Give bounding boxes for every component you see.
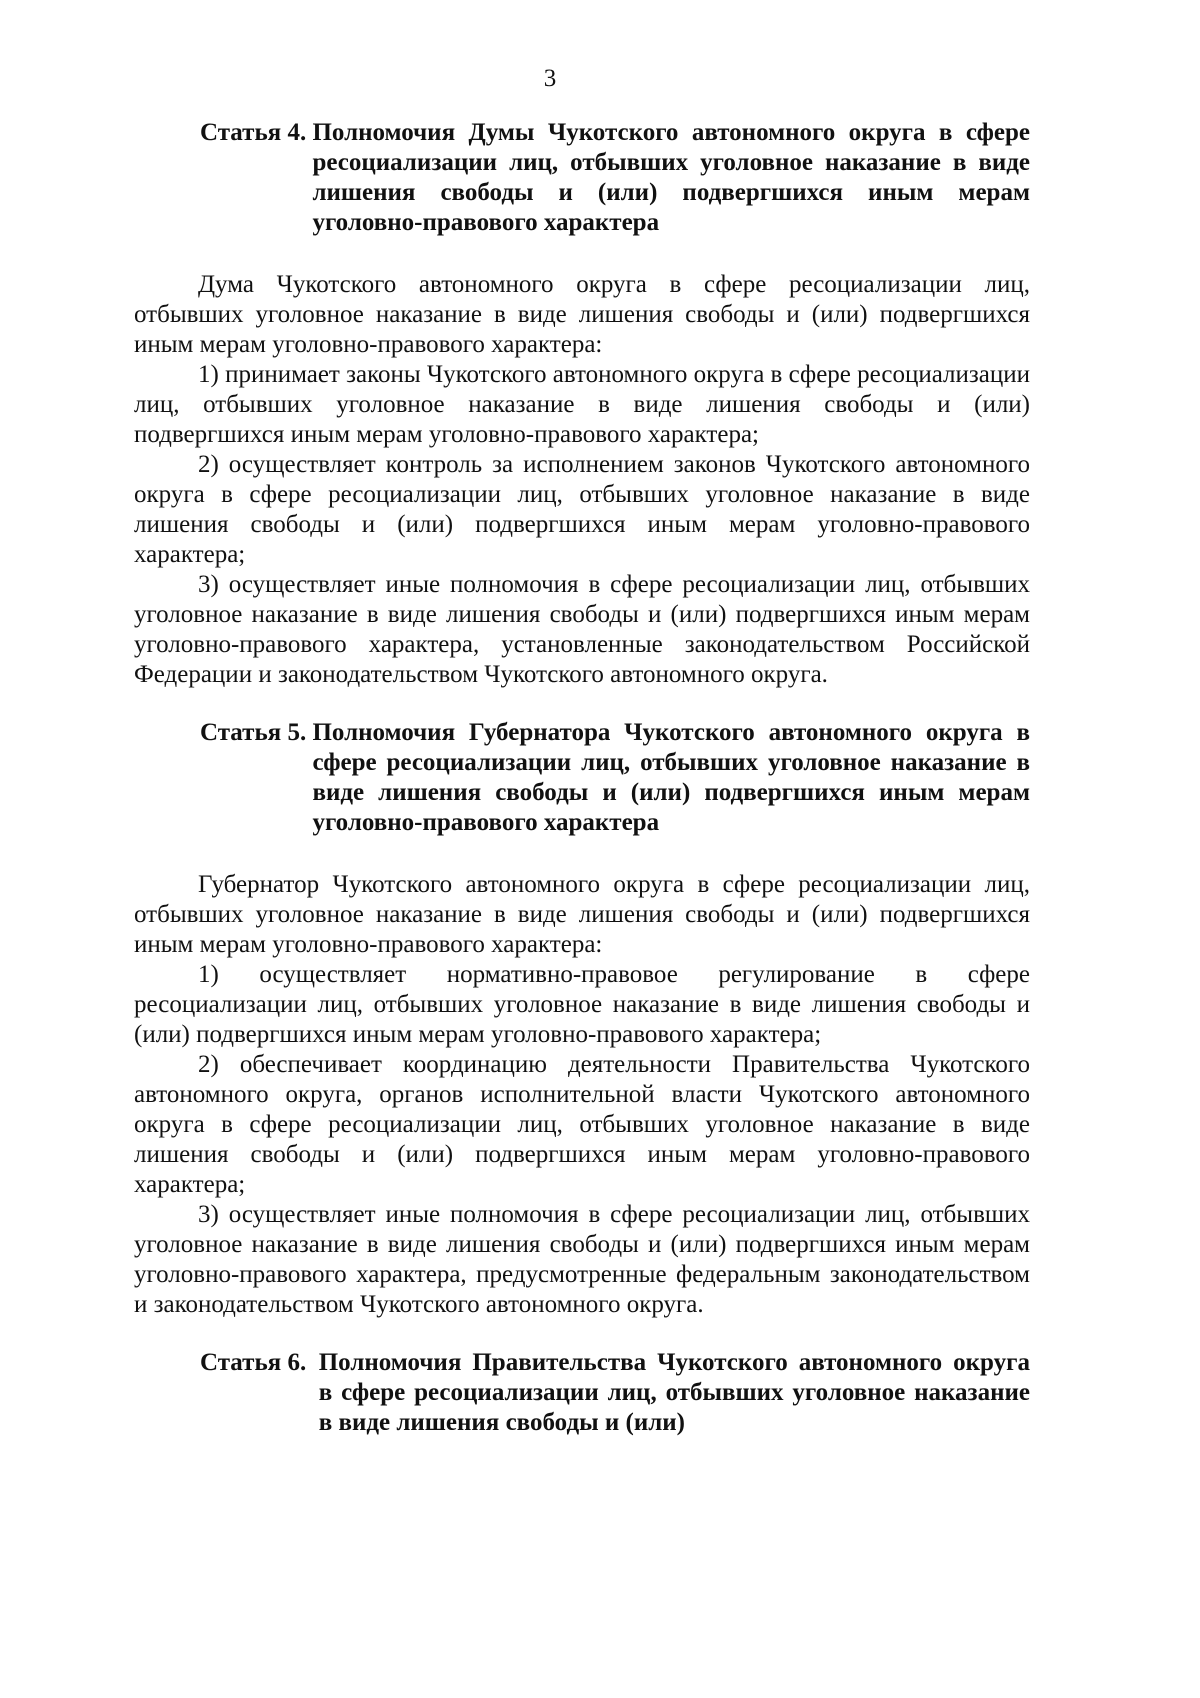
article-4-body xyxy=(134,270,1030,690)
article-4-item-3: 3) осуществляет иные полномочия в сфере ресоциализации лиц, отбывших уголовное наказание в виде лишения свободы и (или) подвергшихся иным мерам уголовно-правового характера, установленные законодательством Российской Федерации и законодательством Чукотского автономного округа. xyxy=(134,571,1030,688)
article-6-title: Полномочия Правительства Чукотского автономного округа в сфере ресоциализации лиц, отбывших уголовное наказание в виде лишения свободы и (или) xyxy=(318,1349,1030,1436)
article-6-label: Статья 6. xyxy=(200,1349,307,1376)
article-5-item-3: 3) осуществляет иные полномочия в сфере ресоциализации лиц, отбывших уголовное наказание в виде лишения свободы и (или) подвергшихся иным мерам уголовно-правового характера, предусмотренные федеральным законодательством и законодательством Чукотского автономного округа. xyxy=(134,1201,1030,1318)
article-5-title: Полномочия Губернатора Чукотского автономного округа в сфере ресоциализации лиц, отбывших уголовное наказание в виде лишения свободы и (или) подвергшихся иным мерам уголовно-правового характера xyxy=(312,719,1030,836)
article-5-body xyxy=(134,870,1030,1320)
article-4-title: Полномочия Думы Чукотского автономного округа в сфере ресоциализации лиц, отбывших уголовное наказание в виде лишения свободы и (или) подвергшихся иным мерам уголовно-правового характера xyxy=(312,119,1030,236)
article-4-heading xyxy=(200,118,1030,238)
article-4-item-1: 1) принимает законы Чукотского автономного округа в сфере ресоциализации лиц, отбывших уголовное наказание в виде лишения свободы и (или) подвергшихся иным мерам уголовно-правового характера; xyxy=(134,361,1030,448)
article-6-heading xyxy=(200,1348,1030,1438)
article-4-intro: Дума Чукотского автономного округа в сфере ресоциализации лиц, отбывших уголовное наказание в виде лишения свободы и (или) подвергшихся иным мерам уголовно-правового характера: xyxy=(134,271,1030,358)
article-5-heading xyxy=(200,718,1030,838)
article-5-item-2: 2) обеспечивает координацию деятельности Правительства Чукотского автономного округа, органов исполнительной власти Чукотского автономного округа в сфере ресоциализации лиц, отбывших уголовное наказание в виде лишения свободы и (или) подвергшихся иным мерам уголовно-правового характера; xyxy=(134,1051,1030,1198)
page-number: 3 xyxy=(543,65,557,92)
article-4-label: Статья 4. xyxy=(200,119,307,146)
article-5-intro: Губернатор Чукотского автономного округа в сфере ресоциализации лиц, отбывших уголовное наказание в виде лишения свободы и (или) подвергшихся иным мерам уголовно-правового характера: xyxy=(134,871,1030,958)
article-5-item-1: 1) осуществляет нормативно-правовое регулирование в сфере ресоциализации лиц, отбывших уголовное наказание в виде лишения свободы и (или) подвергшихся иным мерам уголовно-правового характера; xyxy=(134,961,1030,1048)
article-5-label: Статья 5. xyxy=(200,719,307,746)
article-4-item-2: 2) осуществляет контроль за исполнением законов Чукотского автономного округа в сфере ресоциализации лиц, отбывших уголовное наказание в виде лишения свободы и (или) подвергшихся иным мерам уголовно-правового характера; xyxy=(134,451,1030,568)
